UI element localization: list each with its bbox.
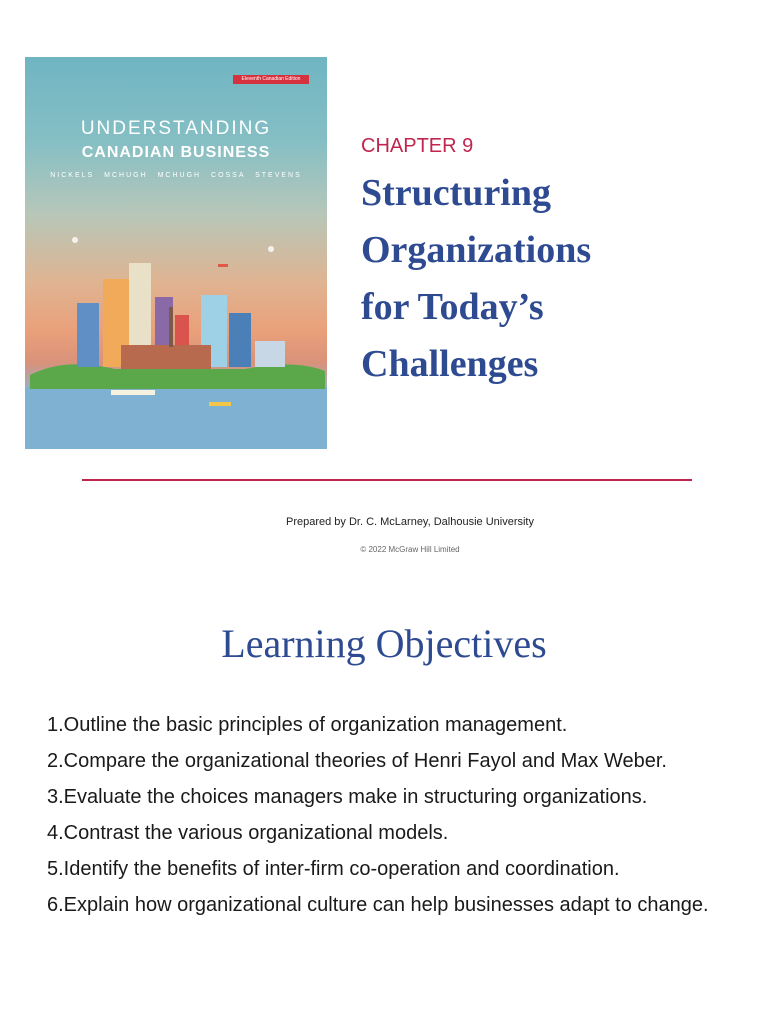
objective-item: 1.Outline the basic principles of organization management. [47, 714, 568, 736]
objective-item: 4.Contrast the various organizational models. [47, 822, 449, 844]
book-cover [25, 57, 327, 449]
chapter-title-line: Structuring [361, 172, 551, 214]
prepared-by: Prepared by Dr. C. McLarney, Dalhousie University [285, 516, 534, 528]
objective-item: 3.Evaluate the choices managers make in structuring organizations. [47, 786, 648, 808]
cover-title-line1: UNDERSTANDING [80, 118, 272, 139]
objective-item: 6.Explain how organizational culture can help businesses adapt to change. [47, 894, 709, 916]
chapter-title-line: Organizations [361, 229, 592, 271]
cover-authors: NICKELS MCHUGH MCHUGH COSSA STEVENS [50, 172, 302, 179]
copyright: © 2022 McGraw Hill Limited [360, 545, 460, 554]
divider [82, 479, 692, 481]
objective-item: 2.Compare the organizational theories of Henri Fayol and Max Weber. [47, 750, 667, 772]
chapter-label: CHAPTER 9 [361, 135, 474, 157]
learning-objectives-list [47, 712, 747, 928]
chapter-title [361, 165, 741, 393]
learning-objectives-heading: Learning Objectives [221, 621, 547, 666]
edition-badge: Eleventh Canadian Edition [233, 75, 309, 84]
chapter-title-line: Challenges [361, 343, 539, 385]
city-skyline-illustration [25, 57, 327, 449]
objective-item: 5.Identify the benefits of inter-firm co-operation and coordination. [47, 858, 620, 880]
cover-title-line2: CANADIAN BUSINESS [81, 144, 271, 161]
chapter-title-line: for Today’s [361, 286, 544, 328]
